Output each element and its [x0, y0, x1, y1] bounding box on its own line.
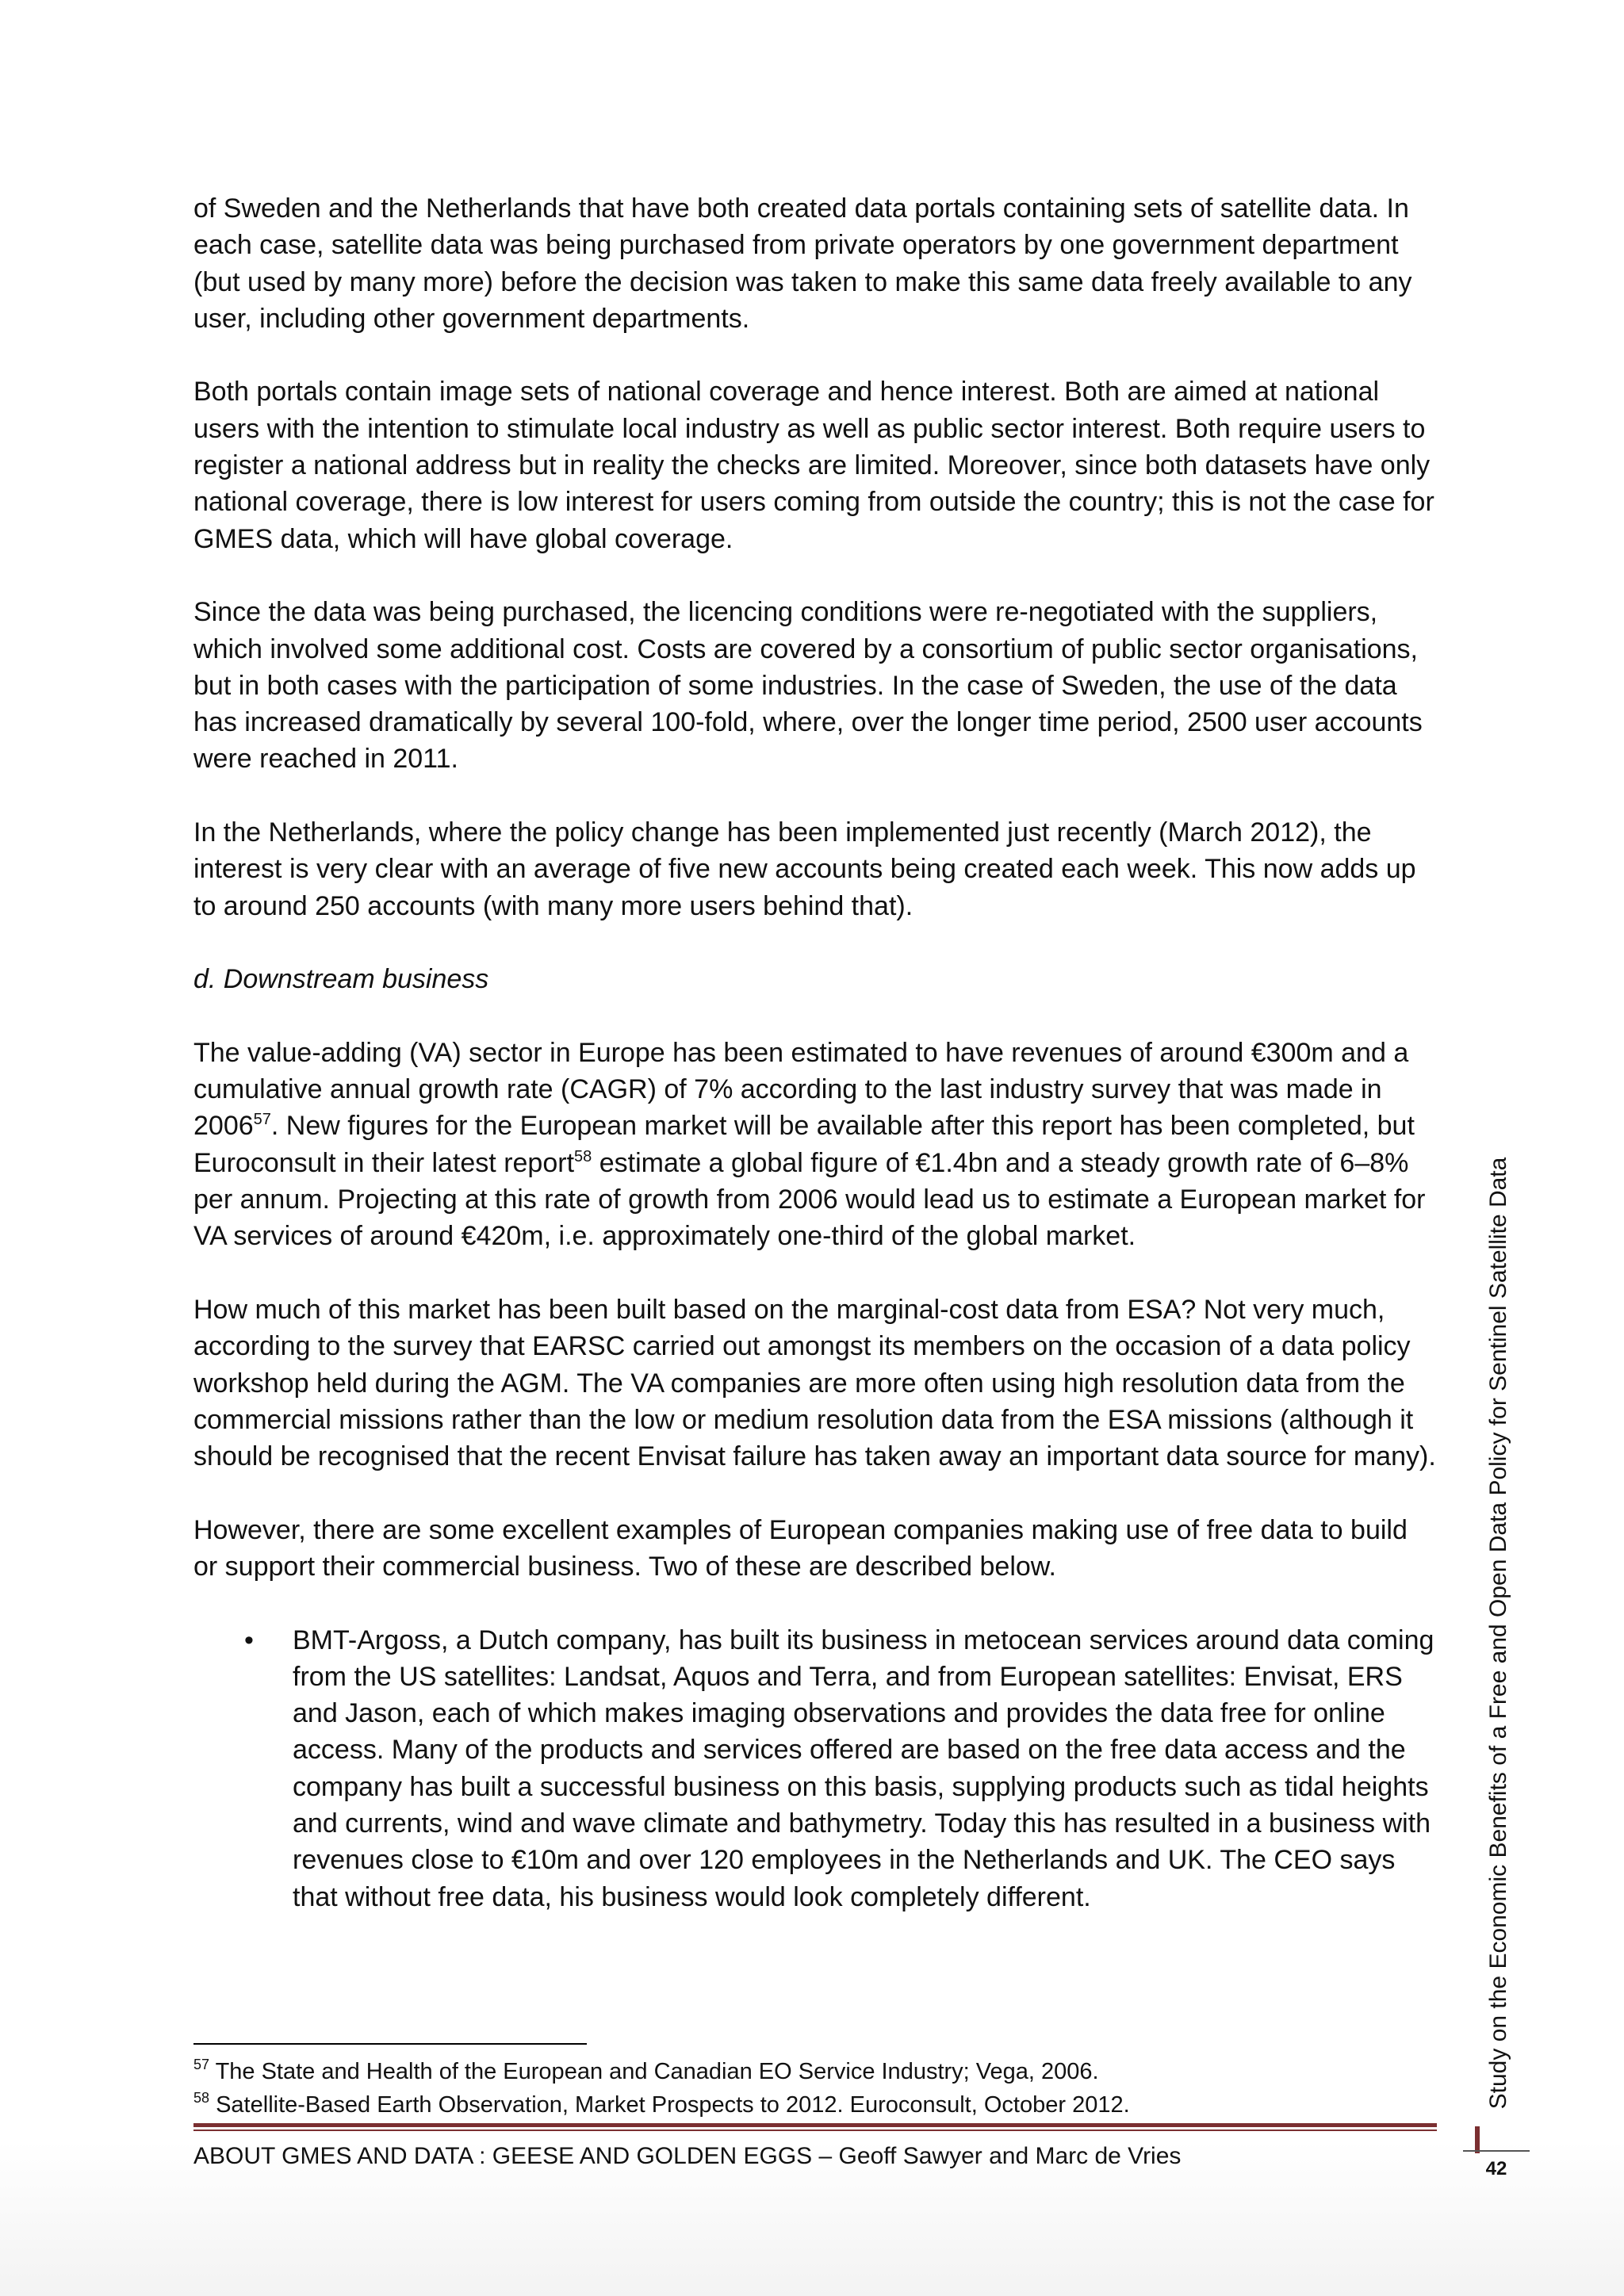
footnotes [193, 2055, 1415, 2122]
footnote-number: 57 [193, 2057, 210, 2072]
footnote-separator [193, 2043, 587, 2045]
list-item-bmt-argoss [193, 1622, 1438, 1915]
footnote-number: 58 [193, 2090, 210, 2106]
list-item-text: BMT-Argoss, a Dutch company, has built its business in metocean services around data coming from the US satellites: Landsat, Aquos and Terra, and from European satellites: Envisat, ERS and Jason, each of which makes imaging observations and provides the data free for online access. Many of the products and services offered are based on the free data access and the company has built a successful business on this basis, supplying products such as tidal heights and currents, wind and wave climate and bathymetry. Today this has resulted in a business with revenues close to €10m and over 120 employees in the Netherlands and UK. The CEO says that without free data, his business would look completely different. [293, 1624, 1434, 1912]
body-text [193, 190, 1438, 1915]
footer-rule-thin [193, 2130, 1437, 2131]
footnote-text: The State and Health of the European and Canadian EO Service Industry; Vega, 2006. [209, 2059, 1099, 2084]
paragraph-esa-data-usage: How much of this market has been built based on the marginal-cost data from ESA? Not very much, according to the survey that EARSC carried out amongst its members on the occasion of a data policy workshop held during the AGM. The VA companies are more often using high resolution data from the commercial missions rather than the low or medium resolution data from the ESA missions (although it should be recognised that the recent Envisat failure has taken away an important data source for many). [193, 1294, 1436, 1472]
paragraph-portal-coverage: Both portals contain image sets of national coverage and hence interest. Both are aimed at national users with the intention to stimulate local industry as well as public sector interest. Both require users to register a national address but in reality the checks are limited. Moreover, since both datasets have only national coverage, there is low interest for users coming from outside the country; this is not the case for GMES data, which will have global coverage. [193, 377, 1434, 554]
paragraph-examples-intro: However, there are some excellent examples of European companies making use of free data to build or support their commercial business. Two of these are described below. [193, 1514, 1408, 1582]
side-title-container [1477, 1126, 1520, 2141]
bullet-icon: • [244, 1624, 254, 1655]
page-number: 42 [1485, 2158, 1507, 2179]
footnote-57 [193, 2055, 1415, 2088]
subheading-downstream-business: d. Downstream business [193, 964, 489, 995]
footnote-ref-58[interactable]: 58 [574, 1147, 592, 1165]
paragraph-sweden-netherlands-portals: of Sweden and the Netherlands that have both created data portals containing sets of satellite data. In each case, satellite data was being purchased from private operators by one government department (but used by many more) before the decision was taken to make this same data freely available to any user, including other government departments. [193, 193, 1412, 334]
va-text-part-1: The value-adding (VA) sector in Europe has been estimated to have revenues of around €300m and a cumulative annual growth rate (CAGR) of 7% according to the last industry survey that was made in 2006 [193, 1037, 1409, 1142]
page-number-box [1463, 2150, 1530, 2191]
side-accent-bar [1475, 2126, 1480, 2153]
footnote-58 [193, 2088, 1415, 2122]
footer-rule-thick [193, 2123, 1437, 2127]
footnote-ref-57[interactable]: 57 [253, 1111, 271, 1129]
paragraph-netherlands-accounts: In the Netherlands, where the policy change has been implemented just recently (March 2012), the interest is very clear with an average of five new accounts being created each week. This now adds up to around 250 accounts (with many more users behind that). [193, 817, 1416, 921]
paragraph-value-adding-sector [193, 1035, 1438, 1255]
paragraph-licencing: Since the data was being purchased, the licencing conditions were re-negotiated with the suppliers, which involved some additional cost. Costs are covered by a consortium of public sector organisations, but in both cases with the participation of some industries. In the case of Sweden, the use of the data has increased dramatically by several 100-fold, where, over the longer time period, 2500 user accounts were reached in 2011. [193, 597, 1423, 775]
va-text-part-2: . New figures for the European market will be available after this report has been completed, but Euroconsult in their latest report [193, 1111, 1415, 1178]
va-text-part-3: estimate a global figure of €1.4bn and a steady growth rate of 6–8% per annum. Projecting at this rate of growth from 2006 would lead us to estimate a European market for VA services of around €420m, i.e. approximately one-third of the global market. [193, 1147, 1426, 1252]
footnote-text: Satellite-Based Earth Observation, Market Prospects to 2012. Euroconsult, October 2012. [209, 2092, 1130, 2118]
side-title: Study on the Economic Benefits of a Free and Open Data Policy for Sentinel Satellite Data [1485, 1157, 1511, 2110]
running-footer-title: ABOUT GMES AND DATA : GEESE AND GOLDEN EGGS – Geoff Sawyer and Marc de Vries [193, 2143, 1182, 2169]
company-examples-list [193, 1622, 1438, 1915]
